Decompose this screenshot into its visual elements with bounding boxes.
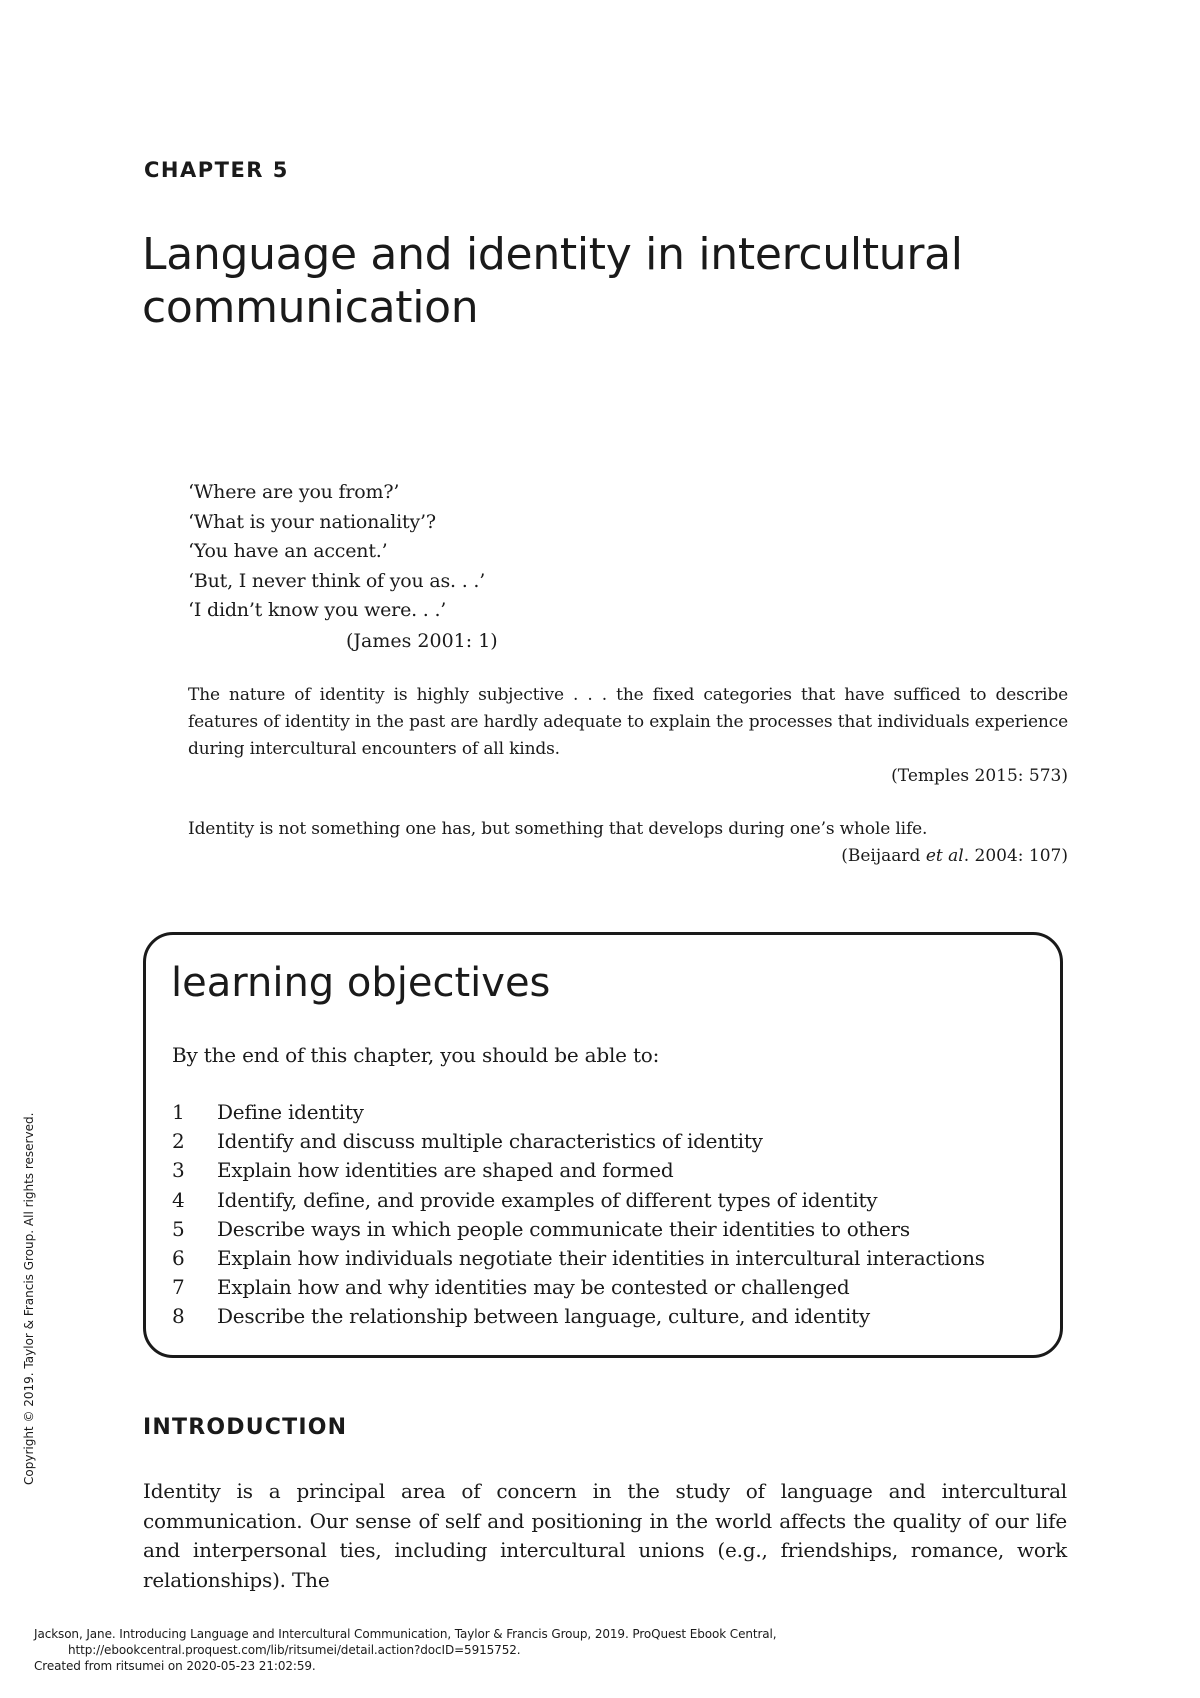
objective-number: 5: [172, 1216, 185, 1241]
learning-objectives-list: [172, 1098, 985, 1332]
learning-objectives-intro: By the end of this chapter, you should be able to:: [172, 1043, 660, 1067]
learning-objectives-heading: learning objectives: [171, 960, 551, 1006]
objective-number: 3: [172, 1158, 185, 1183]
epigraph-line: ‘But, I never think of you as. . .’: [188, 569, 486, 592]
objective-text: Explain how and why identities may be contested or challenged: [217, 1275, 850, 1300]
chapter-label: CHAPTER 5: [144, 158, 289, 182]
copyright-side-notice: Copyright © 2019. Taylor & Francis Group. All rights reserved.: [22, 1112, 36, 1485]
objective-number: 7: [172, 1275, 185, 1300]
objective-item: [172, 1127, 985, 1156]
citation-italic: et al: [925, 846, 964, 866]
objective-text: Identify and discuss multiple characteristics of identity: [217, 1129, 763, 1154]
epigraph-quote-beijaard: Identity is not something one has, but something that develops during one’s whole life.: [188, 819, 928, 839]
objective-number: 6: [172, 1246, 185, 1271]
objective-text: Describe ways in which people communicate their identities to others: [217, 1216, 910, 1241]
epigraph-line: ‘I didn’t know you were. . .’: [188, 599, 447, 621]
objective-text: Identify, define, and provide examples of different types of identity: [217, 1187, 878, 1212]
objective-item: [172, 1215, 985, 1244]
objective-item: [172, 1098, 985, 1127]
epigraph-citation-james: (James 2001: 1): [346, 630, 498, 652]
epigraph-quote-lines: [188, 478, 485, 626]
objective-text: Explain how identities are shaped and formed: [217, 1158, 674, 1183]
epigraph-citation-beijaard: [188, 843, 1068, 870]
footer-line-url: http://ebookcentral.proquest.com/lib/ritsumei/detail.action?docID=5915752.: [68, 1643, 521, 1657]
objective-number: 2: [172, 1129, 185, 1154]
epigraph-line: ‘What is your nationality’?: [188, 510, 436, 533]
objective-item: [172, 1156, 985, 1185]
objective-text: Define identity: [217, 1100, 364, 1124]
epigraph-line: ‘Where are you from?’: [188, 481, 400, 503]
objective-item: [172, 1302, 985, 1331]
objective-number: 8: [172, 1304, 185, 1329]
epigraph-line: ‘You have an accent.’: [188, 540, 388, 562]
citation-footer: [34, 1626, 777, 1674]
chapter-title: Language and identity in intercultural communication: [142, 229, 963, 333]
objective-item: [172, 1273, 985, 1302]
epigraph-citation-temples: (Temples 2015: 573): [891, 766, 1068, 786]
objective-item: [172, 1244, 985, 1273]
introduction-paragraph: Identity is a principal area of concern in the study of language and intercultural communication. Our sense of self and positioning in the world affects the quality of our life and interpersonal ties, including intercultural unions (e.g., friendships, romance, work relationships). The: [143, 1479, 1067, 1592]
epigraph-quote-temples: The nature of identity is highly subjective . . . the fixed categories that have sufficed to describe features of identity in the past are hardly adequate to explain the processes that individuals experience during intercultural encounters of all kinds.: [188, 685, 1068, 759]
objective-number: 1: [172, 1100, 185, 1124]
citation-prefix: (Beijaard: [841, 846, 926, 866]
objective-item: [172, 1186, 985, 1215]
footer-line-citation: Jackson, Jane. Introducing Language and Intercultural Communication, Taylor & Francis Group, 2019. ProQuest Ebook Central,: [34, 1627, 777, 1641]
objective-text: Describe the relationship between language, culture, and identity: [217, 1304, 870, 1329]
footer-line-created: Created from ritsumei on 2020-05-23 21:02:59.: [34, 1659, 316, 1673]
citation-suffix: . 2004: 107): [963, 846, 1068, 866]
objective-text: Explain how individuals negotiate their identities in intercultural interactions: [217, 1246, 985, 1271]
introduction-heading: INTRODUCTION: [143, 1415, 348, 1440]
objective-number: 4: [172, 1187, 185, 1212]
